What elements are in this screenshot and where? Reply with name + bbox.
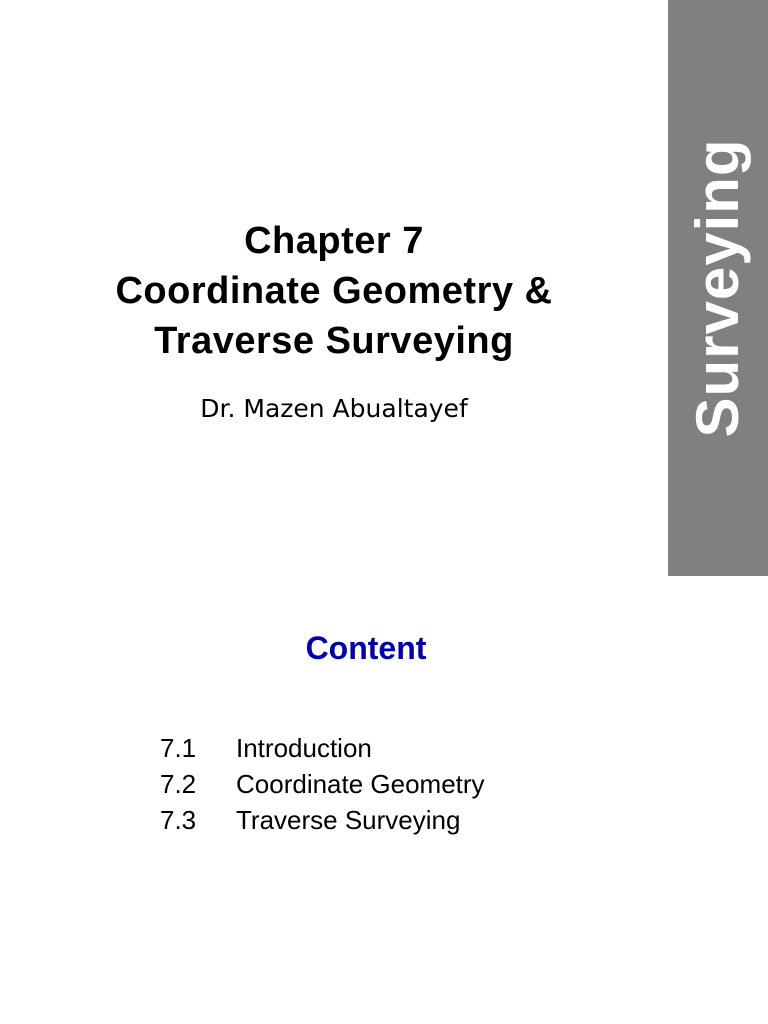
content-heading: Content <box>305 630 427 666</box>
side-tab-label: Surveying <box>684 138 751 438</box>
toc-item <box>160 802 485 838</box>
toc-item-number: 7.3 <box>160 805 197 835</box>
toc-item-label: Introduction <box>236 733 372 763</box>
toc-item-number: 7.1 <box>160 733 197 763</box>
title-line-3: Traverse Surveying <box>154 320 514 362</box>
author-name: Dr. Mazen Abualtayef <box>200 394 468 423</box>
table-of-contents <box>160 730 485 838</box>
title-line-2: Coordinate Geometry & <box>115 270 553 312</box>
toc-item <box>160 766 485 802</box>
title-line-1: Chapter 7 <box>244 220 424 262</box>
side-tab <box>668 0 768 576</box>
toc-item-label: Traverse Surveying <box>236 805 461 835</box>
toc-item-number: 7.2 <box>160 769 197 799</box>
chapter-title <box>0 216 668 366</box>
toc-item <box>160 730 485 766</box>
toc-item-label: Coordinate Geometry <box>236 769 485 799</box>
